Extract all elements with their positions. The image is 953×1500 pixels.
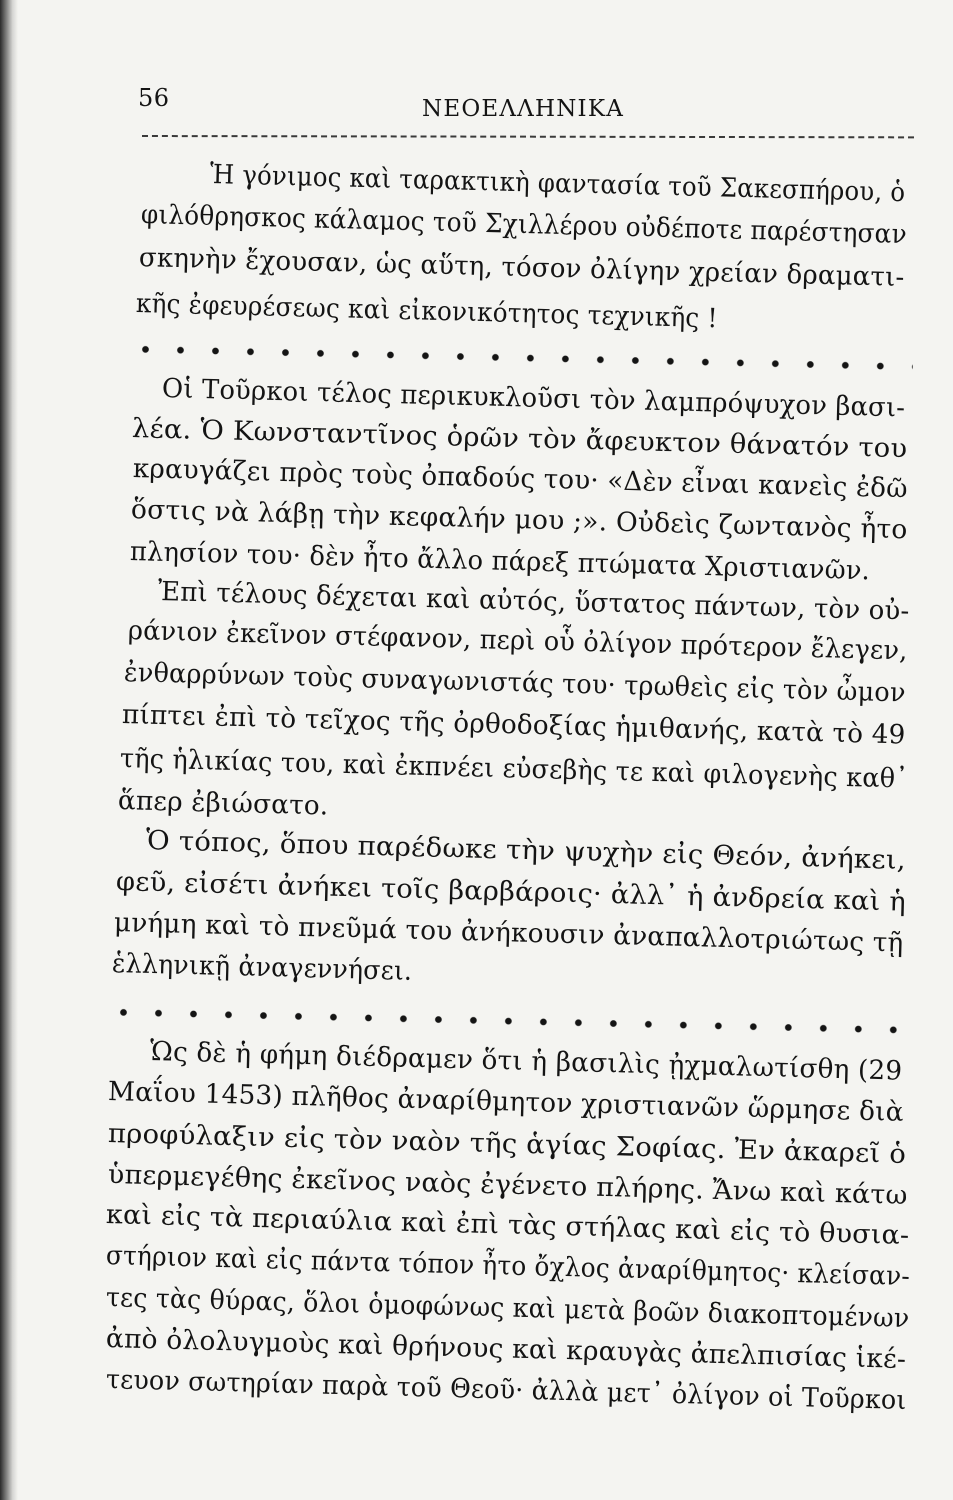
text-line: φεῦ, εἰσέτι ἀνήκει τοῖς βαρβάροις· ἀλλ᾽ ἡ ἀνδρεία καὶ ἡ bbox=[115, 866, 907, 918]
text-line: πίπτει ἐπὶ τὸ τεῖχος τῆς ὀρθοδοξίας ἡμιθανής, κατὰ τὸ 49 bbox=[121, 699, 906, 751]
text-line: κῆς ἐφευρέσεως καὶ εἰκονικότητος τεχνικῆς ! bbox=[135, 288, 719, 335]
text-line: ὑπερμεγέθης ἐκεῖνος ναὸς ἐγένετο πλήρης. Ἄνω καὶ κάτω bbox=[107, 1159, 908, 1211]
text-line: Ἐπὶ τέλους δέχεται καὶ αὐτός, ὕστατος πάντων, τὸν οὐ- bbox=[157, 576, 910, 627]
text-line: τες τὰς θύρας, ὅλοι ὁμοφώνως καὶ μετὰ βοῶν διακοπτομένων bbox=[105, 1282, 910, 1335]
text-line: φιλόθρησκος κάλαμος τοῦ Σχιλλέρου οὐδέποτε παρέστησαν bbox=[140, 199, 908, 251]
text-line: τευον σωτηρίαν παρὰ τοῦ Θεοῦ· ἀλλὰ μετ᾽ ὀλίγον οἱ Τοῦρκοι bbox=[105, 1364, 907, 1416]
text-line: ἅπερ ἐβιώσατο. bbox=[117, 785, 329, 822]
running-title: ΝΕΟΕΛΛΗΝΙΚΑ bbox=[422, 96, 625, 122]
text-line: Ὡς δὲ ἡ φήμη διέδραμεν ὅτι ἡ βασιλὶς ᾐχμαλωτίσθη (29 bbox=[149, 1036, 903, 1087]
text-line: στήριον καὶ εἰς πάντα τόπον ἦτο ὄχλος ἀναρίθμητος· κλείσαν- bbox=[105, 1240, 911, 1293]
text-line: λέα. Ὁ Κωνσταντῖνος ὁρῶν τὸν ἄφευκτον θάνατόν του bbox=[131, 413, 908, 465]
text-line: προφύλαξιν εἰς τὸν ναὸν τῆς ἁγίας Σοφίας. Ἐν ἀκαρεῖ ὁ bbox=[107, 1118, 907, 1170]
text-line: μνήμη καὶ τὸ πνεῦμά του ἀνήκουσιν ἀναπαλλοτριώτως τῇ bbox=[113, 907, 904, 959]
ellipsis-dots bbox=[128, 343, 913, 373]
header-rule bbox=[142, 135, 914, 138]
text-line: τῆς ἡλικίας του, καὶ ἐκπνέει εὐσεβὴς τε καὶ φιλογενὴς καθ᾽ bbox=[119, 743, 909, 795]
text-line: Μαΐου 1453) πλῆθος ἀναρίθμητον χριστιανῶν ὥρμησε διὰ bbox=[107, 1076, 905, 1128]
text-line: καὶ εἰς τὰ περιαύλια καὶ ἐπὶ τὰς στήλας καὶ εἰς τὸ θυσια- bbox=[105, 1199, 910, 1252]
text-line: ἀπὸ ὀλολυγμοὺς καὶ θρήνους καὶ κραυγὰς ἀπελπισίας ἱκέ- bbox=[105, 1323, 907, 1375]
ellipsis-dots bbox=[106, 1006, 906, 1036]
text-line: ράνιον ἐκεῖνον στέφανον, περὶ οὗ ὀλίγον πρότερον ἔλεγεν, bbox=[127, 615, 908, 667]
text-line: Ὁ τόπος, ὅπου παρέδωκε τὴν ψυχὴν εἰς Θεόν, ἀνήκει, bbox=[145, 825, 907, 876]
text-line: ἐνθαρρύνων τοὺς συναγωνιστάς του· τρωθεὶς εἰς τὸν ὦμον bbox=[123, 657, 907, 709]
text-line: κραυγάζει πρὸς τοὺς ὀπαδούς του· «Δὲν εἶναι κανεὶς ἐδῶ bbox=[132, 453, 909, 505]
text-line: ἑλληνικῇ ἀναγεννήσει. bbox=[111, 948, 413, 987]
text-line: Ἡ γόνιμος καὶ ταρακτικὴ φαντασία τοῦ Σακεσπήρου, ὁ bbox=[209, 159, 906, 209]
page-edge-shadow bbox=[0, 0, 18, 1500]
page-number: 56 bbox=[138, 84, 170, 112]
text-line: πλησίον του· δὲν ἦτο ἄλλο πάρεξ πτώματα Χριστιανῶν. bbox=[129, 536, 871, 587]
text-line: Οἱ Τοῦρκοι τέλος περικυκλοῦσι τὸν λαμπρόψυχον βασι- bbox=[161, 373, 906, 424]
text-line: ὅστις νὰ λάβῃ τὴν κεφαλήν μου ;». Οὐδεὶς ζωντανὸς ἦτο bbox=[130, 494, 908, 546]
text-line: σκηνὴν ἔχουσαν, ὡς αὕτη, τόσον ὀλίγην χρείαν δραματι- bbox=[138, 242, 905, 294]
